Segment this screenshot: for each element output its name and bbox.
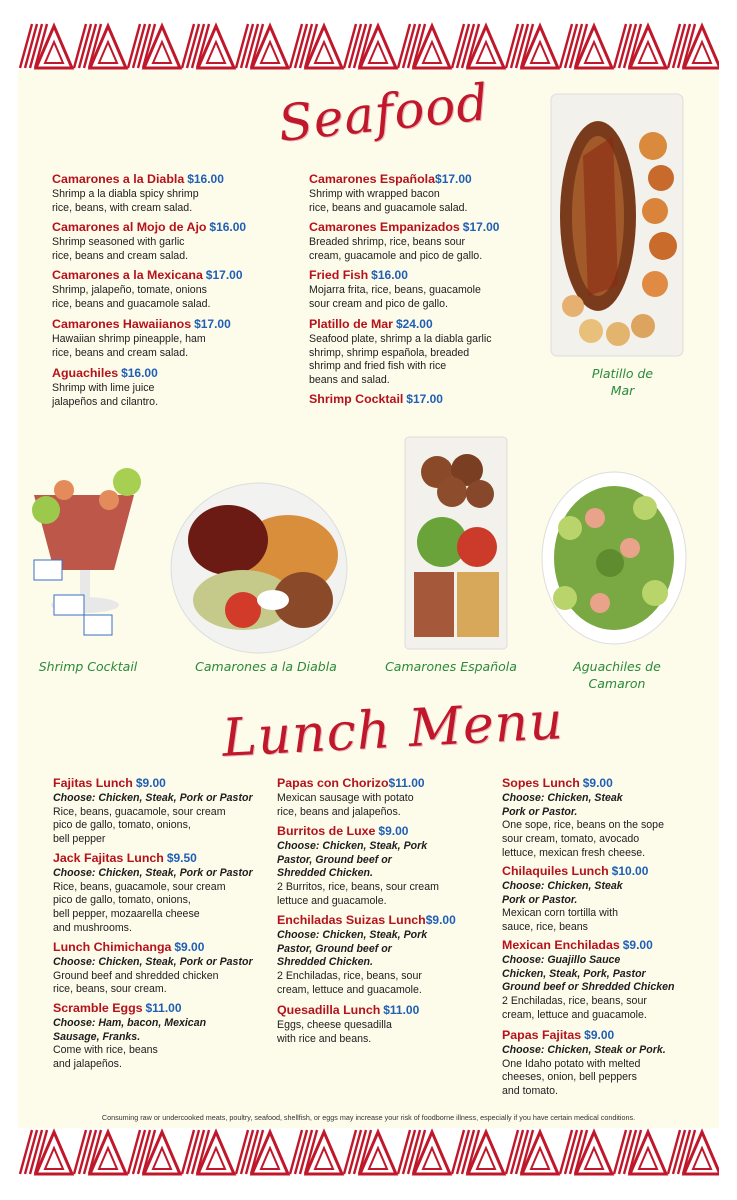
item-options: Choose: Chicken, Steak Pork or Pastor. <box>502 791 623 818</box>
menu-item <box>52 318 292 360</box>
item-name: Papas Fajitas <box>502 1028 582 1042</box>
item-name: Papas con Chorizo <box>277 776 389 790</box>
menu-item <box>52 367 272 409</box>
item-price: $9.00 <box>425 913 456 927</box>
menu-item <box>502 865 712 935</box>
menu-item <box>53 777 268 847</box>
item-price: $24.00 <box>395 317 433 331</box>
item-price: $17.00 <box>406 392 443 406</box>
item-description: Rice, beans, guacamole, sour cream pico de gallo, tomato, onions, bell pepper <box>53 805 226 846</box>
camarones-diabla-photo <box>168 480 350 655</box>
menu-item <box>277 777 492 819</box>
item-name: Shrimp Cocktail <box>309 392 404 406</box>
menu-item <box>502 1029 712 1099</box>
item-name: Chilaquiles Lunch <box>502 864 609 878</box>
item-description: Come with rice, beans and jalapeños. <box>53 1044 158 1071</box>
item-name: Platillo de Mar <box>309 317 393 331</box>
item-price: $16.00 <box>121 366 158 380</box>
item-description: Shrimp with wrapped bacon rice, beans and guacamole salad. <box>309 187 468 214</box>
menu-item <box>277 914 492 998</box>
item-description: Mexican corn tortilla with sauce, rice, beans <box>502 907 618 934</box>
food-safety-disclaimer: Consuming raw or undercooked meats, poultry, seafood, shellfish, or eggs may increase your risk of foodborne illness, especially if you have certain medical conditions. <box>101 1113 636 1122</box>
menu-item <box>53 1002 268 1072</box>
item-price: $16.00 <box>187 172 224 186</box>
menu-item <box>309 269 539 311</box>
top-border-pattern <box>18 22 719 70</box>
espanola-caption: Camarones Española <box>385 659 517 674</box>
item-price: $16.00 <box>371 268 408 282</box>
item-description: Rice, beans, guacamole, sour cream pico de gallo, tomato, onions, bell pepper, mozaarella cheese and mushrooms. <box>53 880 226 934</box>
menu-item <box>52 269 292 311</box>
item-price: $9.00 <box>584 1028 615 1042</box>
camarones-espanola-photo <box>402 432 512 652</box>
item-description: Ground beef and shredded chicken rice, beans, sour cream. <box>53 969 219 996</box>
item-price: $11.00 <box>145 1001 182 1015</box>
aguachiles-photo <box>540 468 688 648</box>
item-options: Choose: Chicken, Steak, Pork or Pastor <box>53 955 253 968</box>
item-name: Aguachiles <box>52 366 119 380</box>
menu-item <box>309 221 539 263</box>
item-description: Shrimp seasoned with garlic rice, beans and cream salad. <box>52 235 189 262</box>
item-options: Choose: Chicken, Steak Pork or Pastor. <box>502 879 623 906</box>
menu-item <box>502 939 717 1023</box>
item-price: $9.00 <box>622 938 653 952</box>
item-options: Choose: Chicken, Steak, Pork Pastor, Ground beef or Shredded Chicken. <box>277 928 428 969</box>
item-description: Shrimp with lime juice jalapeños and cilantro. <box>52 381 159 408</box>
item-price: $11.00 <box>383 1003 420 1017</box>
item-description: 2 Enchiladas, rice, beans, sour cream, lettuce and guacamole. <box>502 995 647 1021</box>
item-name: Camarones al Mojo de Ajo <box>52 220 207 234</box>
item-price: $17.00 <box>194 317 231 331</box>
item-options: Choose: Chicken, Steak, Pork or Pastor <box>53 791 253 804</box>
seafood-heading: Seafood <box>275 73 492 153</box>
item-options: Choose: Chicken, Steak, Pork or Pastor <box>53 866 253 879</box>
item-price: $9.00 <box>174 940 205 954</box>
item-name: Burritos de Luxe <box>277 824 376 838</box>
item-description: One sope, rice, beans on the sope sour cream, tomato, avocado lettuce, mexican fresh cheese. <box>502 819 664 859</box>
menu-item <box>277 825 492 909</box>
item-price: $17.00 <box>462 220 500 234</box>
item-price: $9.00 <box>582 776 613 790</box>
item-description: Mexican sausage with potato rice, beans and jalapeños. <box>277 791 414 818</box>
item-name: Fajitas Lunch <box>53 776 133 790</box>
item-description: Hawaiian shrimp pineapple, ham rice, beans and cream salad. <box>52 332 206 359</box>
menu-item <box>502 777 712 861</box>
item-price: $17.00 <box>435 172 472 186</box>
item-name: Jack Fajitas Lunch <box>53 851 164 865</box>
item-options: Choose: Chicken, Steak, Pork Pastor, Ground beef or Shredded Chicken. <box>277 839 428 880</box>
item-name: Camarones Española <box>309 172 436 186</box>
item-description: Eggs, cheese quesadilla with rice and beans. <box>277 1018 392 1045</box>
item-description: Shrimp, jalapeño, tomate, onions rice, beans and guacamole salad. <box>52 283 211 310</box>
menu-item <box>52 221 292 263</box>
menu-item <box>309 318 539 388</box>
item-name: Enchiladas Suizas Lunch <box>277 913 426 927</box>
menu-item <box>53 852 268 936</box>
aguachiles-caption: Aguachiles de Camaron <box>573 659 661 691</box>
item-name: Fried Fish <box>309 268 369 282</box>
item-price: $9.00 <box>135 776 166 790</box>
item-price: $9.00 <box>378 824 409 838</box>
menu-item <box>277 1004 492 1046</box>
item-description: Shrimp a la diabla spicy shrimp rice, beans, with cream salad. <box>52 187 199 214</box>
item-options: Choose: Ham, bacon, Mexican Sausage, Franks. <box>53 1016 207 1043</box>
item-name: Mexican Enchiladas <box>502 938 620 952</box>
lunch-menu-heading: Lunch Menu <box>220 691 565 769</box>
diabla-caption: Camarones a la Diabla <box>195 659 337 674</box>
item-name: Scramble Eggs <box>53 1001 143 1015</box>
menu-item <box>53 941 268 997</box>
bottom-border-pattern <box>18 1128 719 1176</box>
item-price: $17.00 <box>205 268 243 282</box>
item-price: $10.00 <box>611 864 649 878</box>
item-price: $16.00 <box>209 220 247 234</box>
item-name: Camarones Empanizados <box>309 220 460 234</box>
shrimp-cocktail-photo <box>24 460 154 650</box>
item-name: Sopes Lunch <box>502 776 580 790</box>
item-options: Choose: Chicken, Steak or Pork. <box>502 1043 666 1056</box>
platillo-caption: Platillo de Mar <box>591 366 654 398</box>
item-description: 2 Enchiladas, rice, beans, sour cream, lettuce and guacamole. <box>277 970 422 996</box>
item-description: 2 Burritos, rice, beans, sour cream lettuce and guacamole. <box>277 881 439 907</box>
item-name: Camarones a la Diabla <box>52 172 185 186</box>
item-description: Seafood plate, shrimp a la diabla garlic shrimp, shrimp española, breaded shrimp and fried fish with rice beans and salad. <box>309 332 492 387</box>
menu-item <box>309 393 539 408</box>
item-name: Lunch Chimichanga <box>53 940 172 954</box>
item-price: $9.50 <box>166 851 197 865</box>
item-description: Mojarra frita, rice, beans, guacamole sour cream and pico de gallo. <box>309 283 481 310</box>
item-description: Breaded shrimp, rice, beans sour cream, guacamole and pico de gallo. <box>309 235 483 262</box>
shrimp-cocktail-caption: Shrimp Cocktail <box>38 659 138 674</box>
menu-item <box>52 173 282 215</box>
item-name: Quesadilla Lunch <box>277 1003 381 1017</box>
item-name: Camarones a la Mexicana <box>52 268 203 282</box>
item-options: Choose: Guajillo Sauce Chicken, Steak, Pork, Pastor Ground beef or Shredded Chicken <box>502 953 675 994</box>
platillo-de-mar-photo <box>543 86 693 358</box>
menu-item <box>309 173 539 215</box>
item-description: One Idaho potato with melted cheeses, onion, bell peppers and tomato. <box>502 1057 641 1098</box>
item-price: $11.00 <box>388 776 425 790</box>
item-name: Camarones Hawaiianos <box>52 317 192 331</box>
